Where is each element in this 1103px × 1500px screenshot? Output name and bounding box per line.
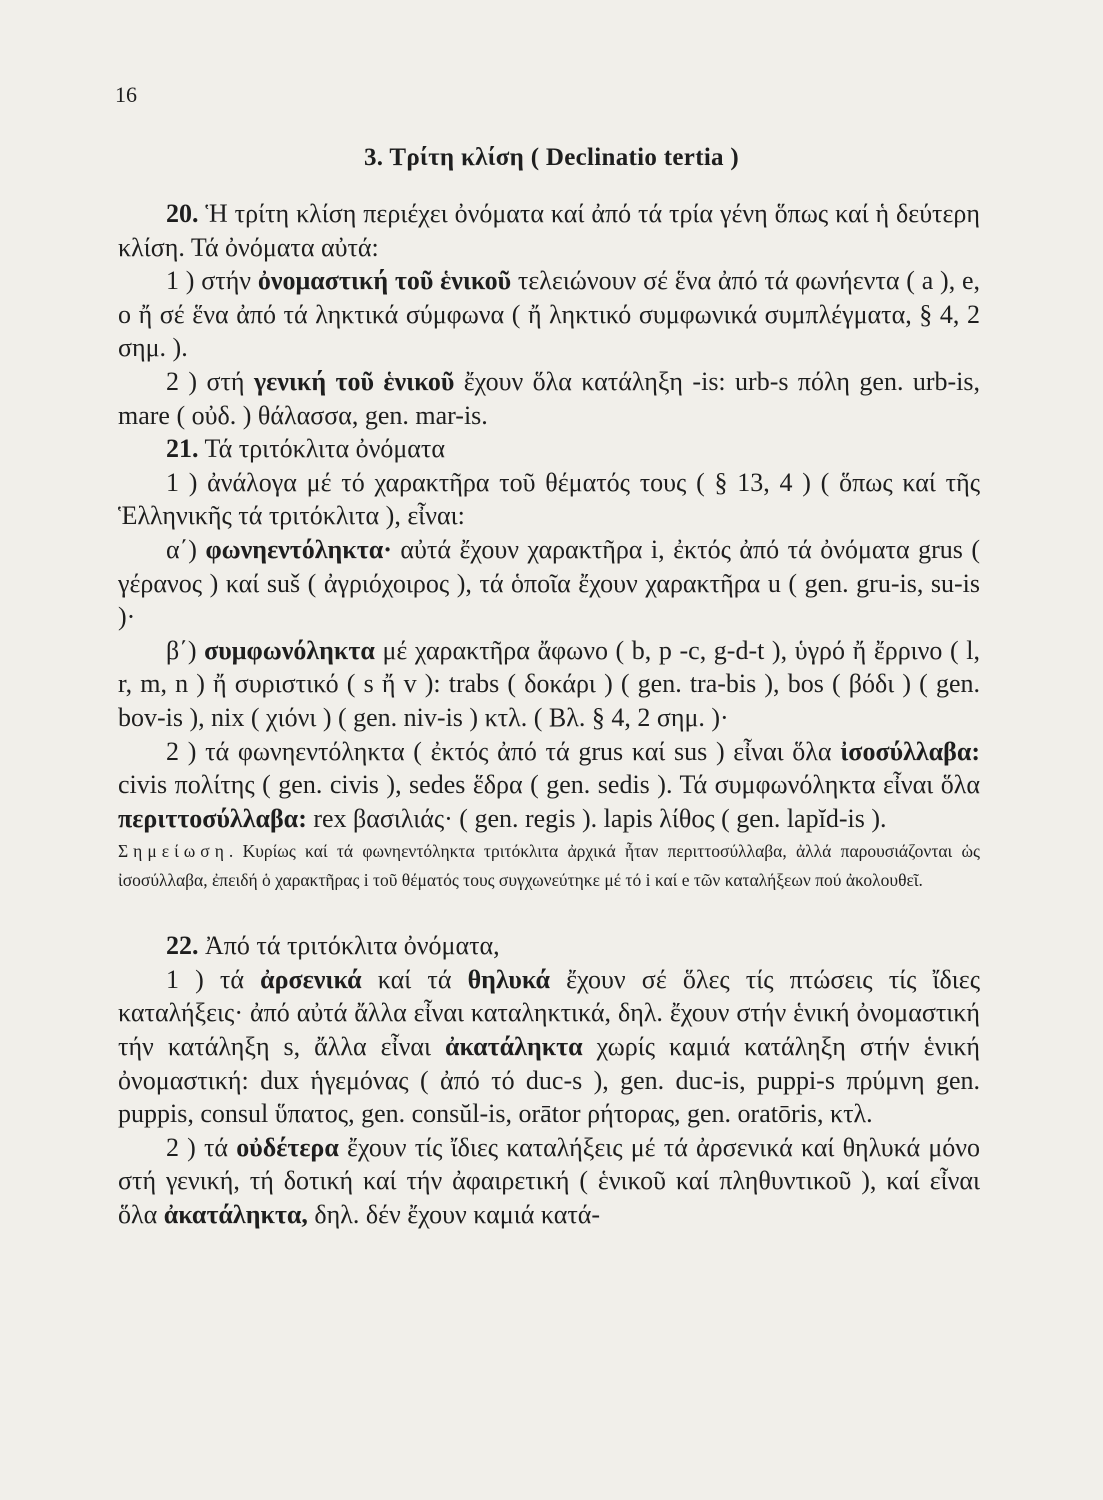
bold-term: συμφωνόληκτα [204, 635, 375, 665]
bold-term: φωνηεντόληκτα· [205, 534, 392, 564]
page-number: 16 [115, 82, 137, 107]
bold-term: ἀκατάληκτα, [163, 1200, 308, 1230]
text: 2 ) στή [166, 366, 245, 396]
text: ἔχουν σέ ὅλες τίς πτώσεις τίς ἴδιες καταλήξεις· ἀπό αὐτά ἄλλα εἶναι καταληκτικά, δηλ. ἔχουν στήν ἑνική ὀνομαστική τήν κατάληξη s, ἄλλα εἶναι [118, 964, 981, 1062]
bold-term: γενική τοῦ ἑνικοῦ [253, 366, 455, 396]
paragraph-21-item-b [118, 634, 980, 735]
text: ἔχουν ὅλα κατάληξη -is: urb-s πόλη gen. urb-is, mare ( οὐδ. ) θάλασσα, gen. mar-is. [118, 366, 981, 430]
paragraph-22-item-1 [118, 963, 980, 1131]
text: χωρίς καμιά κατάληξη στήν ἑνική ὀνομαστική: dux ἡγεμόνας ( ἀπό τό duc-s ), gen. duc-is, puppi-s πρύμνη gen. puppis, consul ὕπατος, gen. consŭl-is, orātor ρήτορας, gen. oratōris, κτλ. [118, 1032, 981, 1129]
text: 1 ) ἀνάλογα μέ τό χαρακτῆρα τοῦ θέματός τους ( § 13, 4 ) ( ὅπως καί τῆς Ἑλληνικῆς τά τριτόκλιτα ), εἶναι: [118, 467, 980, 531]
bold-term: ἀκατάληκτα [444, 1032, 583, 1062]
bold-term: ἰσοσύλλαβα: [840, 736, 980, 766]
note [118, 837, 980, 895]
section-number-22: 22. [166, 931, 199, 961]
body-text [118, 197, 980, 1232]
text: Ἡ τρίτη κλίση περιέχει ὀνόματα καί ἀπό τά τρία γένη ὅπως καί ἡ δεύτερη κλίση. Τά ὀνόματα αὐτά: [118, 199, 980, 262]
text: 1 ) τά [166, 964, 244, 994]
text: Τά τριτόκλιτα ὀνόματα [204, 434, 445, 464]
paragraph-21-item-1 [118, 466, 980, 533]
bold-term: θηλυκά [467, 964, 551, 994]
note-text: . Κυρίως καί τά φωνηεντόληκτα τριτόκλιτα ἀρχικά ἦταν περιττοσύλλαβα, ἀλλά παρουσιάζονται ὡς ἰσοσύλλαβα, ἐπειδή ὁ χαρακτῆρας i τοῦ θέματός τους συγχωνεύτηκε μέ τό i καί e τῶν καταλήξεων πού ἀκολουθεῖ. [118, 841, 980, 891]
text: 1 ) στήν [166, 266, 252, 296]
paragraph-22-item-2 [118, 1131, 980, 1232]
paragraph-21-item-a [118, 533, 980, 634]
text: Ἀπό τά τριτόκλιτα ὀνόματα, [205, 931, 500, 961]
note-label: Σημείωση [118, 841, 229, 862]
bold-term: περιττοσύλλαβα: [118, 803, 307, 833]
bold-term: οὐδέτερα [236, 1132, 339, 1162]
text: α΄) [166, 534, 197, 564]
text: μέ χαρακτῆρα ἄφωνο ( b, p -c, g-d-t ), ὑγρό ἤ ἔρρινο ( l, r, m, n ) ἤ συριστικό ( s ἤ v ): trabs ( δοκάρι ) ( gen. tra-bis ), bos ( βόδι ) ( gen. bov-is ), nix ( χιόνι ) ( gen. niv-is ) κτλ. ( Βλ. § 4, 2 σημ. )· [118, 635, 981, 732]
text: τελειώνουν σέ ἕνα ἀπό τά φωνήεντα ( a ), e, o ἤ σέ ἕνα ἀπό τά ληκτικά σύμφωνα ( ἤ ληκτικό συμφωνικά συμπλέγματα, § 4, 2 σημ. ). [118, 266, 981, 363]
text: αὐτά ἔχουν χαρακτῆρα i, ἐκτός ἀπό τά ὀνόματα grus ( γέρανος ) καί suš ( ἀγριόχοιρος ), τά ὁποῖα ἔχουν χαρακτῆρα u ( gen. gru-is, su-is )· [118, 534, 981, 632]
bold-term: ἀρσενικά [260, 964, 362, 994]
text: καί τά [377, 964, 452, 994]
paragraph-20-intro [118, 197, 980, 264]
paragraph-21-item-2 [118, 735, 980, 836]
paragraph-22-intro [118, 929, 980, 963]
paragraph-20-item-2 [118, 365, 980, 432]
section-title: 3. Τρίτη κλίση ( Declinatio tertia ) [363, 144, 740, 171]
paragraph-21-intro [118, 432, 980, 466]
text: rex βασιλιάς· ( gen. regis ). lapis λίθος ( gen. lapĭd-is ). [313, 803, 887, 833]
text: ἔχουν τίς ἴδιες καταλήξεις μέ τά ἀρσενικά καί θηλυκά μόνο στή γενική, τή δοτική καί τήν ἀφαιρετική ( ἑνικοῦ καί πληθυντικοῦ ), καί εἶναι ὅλα [118, 1132, 981, 1230]
text: β΄) [166, 635, 197, 665]
bold-term: ὀνομαστική τοῦ ἑνικοῦ [257, 266, 512, 296]
paragraph-20-item-1 [118, 264, 980, 365]
section-number-21: 21. [166, 434, 199, 464]
text: δηλ. δέν ἔχουν καμιά κατά- [314, 1200, 601, 1230]
text: 2 ) τά φωνηεντόληκτα ( ἐκτός ἀπό τά grus καί sus ) εἶναι ὅλα [166, 736, 832, 766]
text: civis πολίτης ( gen. civis ), sedes ἕδρα ( gen. sedis ). Τά συμφωνόληκτα εἶναι ὅλα [118, 770, 980, 800]
text: 2 ) τά [166, 1132, 229, 1162]
section-number-20: 20. [166, 199, 199, 228]
